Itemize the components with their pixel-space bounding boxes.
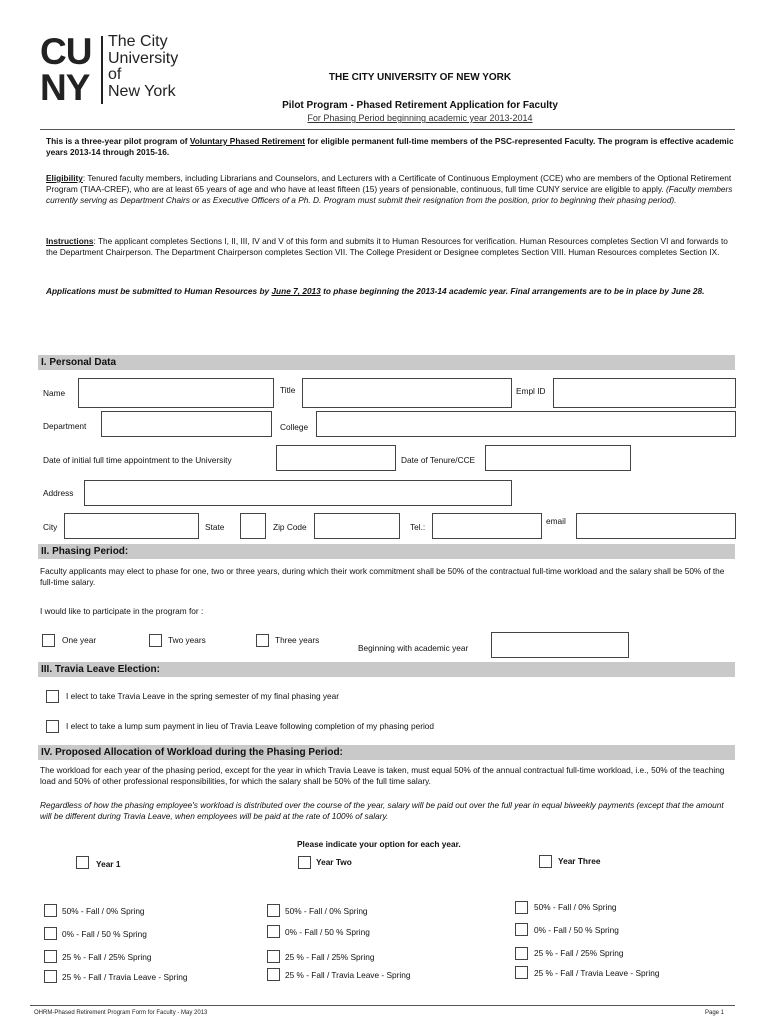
y2-option-25-25-checkbox[interactable] xyxy=(267,950,280,963)
deadline-paragraph xyxy=(46,286,736,297)
tel-field[interactable] xyxy=(432,513,542,539)
university-name: THE CITY UNIVERSITY OF NEW YORK xyxy=(328,72,512,83)
footer-form-id: OHRM-Phased Retirement Program Form for Faculty - May 2013 xyxy=(34,1010,208,1016)
y1-option-25-travia-checkbox[interactable] xyxy=(44,970,57,983)
year-1-checkbox[interactable] xyxy=(76,856,89,869)
intro-paragraph xyxy=(46,136,736,158)
year-two-label: Year Two xyxy=(316,857,352,867)
y1-option-50-0-checkbox[interactable] xyxy=(44,904,57,917)
year-1-label: Year 1 xyxy=(96,859,121,869)
year-three-checkbox[interactable] xyxy=(539,855,552,868)
one-year-checkbox[interactable] xyxy=(42,634,55,647)
college-field[interactable] xyxy=(316,411,736,437)
year-three-label: Year Three xyxy=(558,856,601,866)
logo-mark-bottom: NY xyxy=(40,67,90,108)
beginning-year-field[interactable] xyxy=(491,632,629,658)
cuny-logo xyxy=(40,30,200,110)
salary-note: Regardless of how the phasing employee's workload is distributed over the course of the year, salary will be paid out over the full year in equal biweekly payments (except that the amount will be different during Travia Leave, when employees will be paid at the rate of 100% of salary. xyxy=(40,800,724,821)
name-label: Name xyxy=(43,388,66,398)
y1-option-0-50-checkbox[interactable] xyxy=(44,927,57,940)
intro-text-a: This is a three-year pilot program of xyxy=(46,136,190,146)
eligibility-label: Eligibility xyxy=(46,173,83,183)
state-field[interactable] xyxy=(240,513,266,539)
eligibility-paragraph xyxy=(46,173,736,206)
logo-line: New York xyxy=(108,82,176,100)
logo-divider xyxy=(101,36,103,104)
email-label: email xyxy=(546,516,566,526)
email-field[interactable] xyxy=(576,513,736,539)
y3-option-0-50-checkbox[interactable] xyxy=(515,923,528,936)
section-workload-header: IV. Proposed Allocation of Workload during the Phasing Period: xyxy=(38,745,735,760)
footer-page-number: Page 1 xyxy=(705,1010,725,1016)
section-phasing-period-header: II. Phasing Period: xyxy=(38,544,735,559)
workload-description: The workload for each year of the phasing period, except for the year in which Travia Leave is taken, must equal 50% of the annual contractual full-time workload, i.e., 50% of the teaching load and 50% of other professional responsibilities, for which the salary shall be 50% of the full time salary. xyxy=(40,765,725,786)
title-field[interactable] xyxy=(302,378,512,408)
y3-option-50-0-label: 50% - Fall / 0% Spring xyxy=(534,902,617,912)
year-two-checkbox[interactable] xyxy=(298,856,311,869)
two-years-checkbox[interactable] xyxy=(149,634,162,647)
lump-sum-checkbox[interactable] xyxy=(46,720,59,733)
option-prompt: Please indicate your option for each year. xyxy=(297,839,461,849)
y1-option-25-travia-label: 25 % - Fall / Travia Leave - Spring xyxy=(62,972,188,982)
initial-appointment-label: Date of initial full time appointment to the University xyxy=(43,455,232,465)
logo-mark-top: CU xyxy=(40,31,92,72)
instructions-label: Instructions xyxy=(46,236,94,246)
intro-program-name: Voluntary Phased Retirement xyxy=(189,136,305,146)
deadline-text-b: to phase beginning the 2013-14 academic year. Final arrangements are to be in place by June 28. xyxy=(320,286,705,296)
y2-option-25-travia-checkbox[interactable] xyxy=(267,968,280,981)
one-year-label: One year xyxy=(62,635,97,645)
zip-label: Zip Code xyxy=(273,522,307,532)
state-label: State xyxy=(205,522,225,532)
travia-spring-checkbox[interactable] xyxy=(46,690,59,703)
department-label: Department xyxy=(43,421,87,431)
y1-option-50-0-label: 50% - Fall / 0% Spring xyxy=(62,906,145,916)
y2-option-0-50-checkbox[interactable] xyxy=(267,925,280,938)
logo-line: University xyxy=(108,49,179,67)
y3-option-0-50-label: 0% - Fall / 50 % Spring xyxy=(534,925,619,935)
zip-field[interactable] xyxy=(314,513,400,539)
deadline-text-a: Applications must be submitted to Human Resources by xyxy=(46,286,272,296)
y2-option-25-travia-label: 25 % - Fall / Travia Leave - Spring xyxy=(285,970,411,980)
title-label: Title xyxy=(280,385,296,395)
footer-rule xyxy=(30,1005,735,1006)
header-rule xyxy=(40,129,735,130)
y1-option-25-25-label: 25 % - Fall / 25% Spring xyxy=(62,952,152,962)
city-field[interactable] xyxy=(64,513,199,539)
y3-option-25-travia-checkbox[interactable] xyxy=(515,966,528,979)
y3-option-25-25-checkbox[interactable] xyxy=(515,947,528,960)
beginning-year-label: Beginning with academic year xyxy=(358,643,469,653)
three-years-label: Three years xyxy=(275,635,320,645)
eligibility-note: (Faculty members currently serving as Department Chairs or as Executive Officers of a Ph. D. Program must submit their resignation from the position, prior to beginning their phasing period). xyxy=(46,184,733,205)
address-label: Address xyxy=(43,488,74,498)
section-personal-data-header: I. Personal Data xyxy=(38,355,735,370)
three-years-checkbox[interactable] xyxy=(256,634,269,647)
y2-option-50-0-checkbox[interactable] xyxy=(267,904,280,917)
two-years-label: Two years xyxy=(168,635,206,645)
eligibility-text: : Tenured faculty members, including Librarians and Counselors, and Lecturers with a Certificate of Continuous Employment (CCE) who are members of the Optional Retirement Program (TIAA-CREF), who are at least 65 years of age and who have at least fifteen (15) years of pensionable, continuous, full time CUNY service are eligible to apply. xyxy=(46,173,732,194)
logo-wordmark xyxy=(108,34,178,100)
y1-option-25-25-checkbox[interactable] xyxy=(44,950,57,963)
y2-option-50-0-label: 50% - Fall / 0% Spring xyxy=(285,906,368,916)
y2-option-0-50-label: 0% - Fall / 50 % Spring xyxy=(285,927,370,937)
college-label: College xyxy=(280,422,309,432)
y1-option-0-50-label: 0% - Fall / 50 % Spring xyxy=(62,929,147,939)
phasing-description: Faculty applicants may elect to phase for one, two or three years, during which their work commitment shall be 50% of the contractual full-time workload and the salary shall be 50% of the full-time salary. xyxy=(40,566,725,587)
lump-sum-label: I elect to take a lump sum payment in lieu of Travia Leave following completion of my phasing period xyxy=(66,721,435,731)
tel-label: Tel.: xyxy=(410,522,426,532)
instructions-text: : The applicant completes Sections I, II, III, IV and V of this form and submits it to Human Resources for verification. Human Resources completes Section VI and forwards to the Department Chairperson. The Department Chairperson completes Section VII. The College President or Designee completes Section VIII. Human Resources completes Section IX. xyxy=(46,236,728,257)
y3-option-25-25-label: 25 % - Fall / 25% Spring xyxy=(534,948,624,958)
logo-line: of xyxy=(108,66,122,83)
city-label: City xyxy=(43,522,58,532)
phasing-prompt: I would like to participate in the program for : xyxy=(40,606,204,616)
address-field[interactable] xyxy=(84,480,512,506)
tenure-date-label: Date of Tenure/CCE xyxy=(401,455,476,465)
instructions-paragraph xyxy=(46,236,736,258)
intro-text-b: for eligible permanent full-time members of the PSC-represented Faculty. The program is effective academic years 2013-14 through 2015-16. xyxy=(46,136,734,157)
cuny-logo-mark xyxy=(40,31,98,108)
deadline-date: June 7, 2013 xyxy=(271,286,321,296)
y3-option-50-0-checkbox[interactable] xyxy=(515,901,528,914)
empl-id-label: Empl ID xyxy=(516,386,546,396)
initial-appointment-field[interactable] xyxy=(276,445,396,471)
logo-line: The City xyxy=(108,33,168,50)
form-subtitle: For Phasing Period beginning academic year 2013-2014 xyxy=(307,113,533,123)
form-title: Pilot Program - Phased Retirement Application for Faculty xyxy=(282,100,558,111)
empl-id-field[interactable] xyxy=(553,378,736,408)
y2-option-25-25-label: 25 % - Fall / 25% Spring xyxy=(285,952,375,962)
y3-option-25-travia-label: 25 % - Fall / Travia Leave - Spring xyxy=(534,968,660,978)
department-field[interactable] xyxy=(101,411,272,437)
tenure-date-field[interactable] xyxy=(485,445,631,471)
travia-spring-label: I elect to take Travia Leave in the spring semester of my final phasing year xyxy=(66,691,340,701)
name-field[interactable] xyxy=(78,378,274,408)
section-travia-leave-header: III. Travia Leave Election: xyxy=(38,662,735,677)
